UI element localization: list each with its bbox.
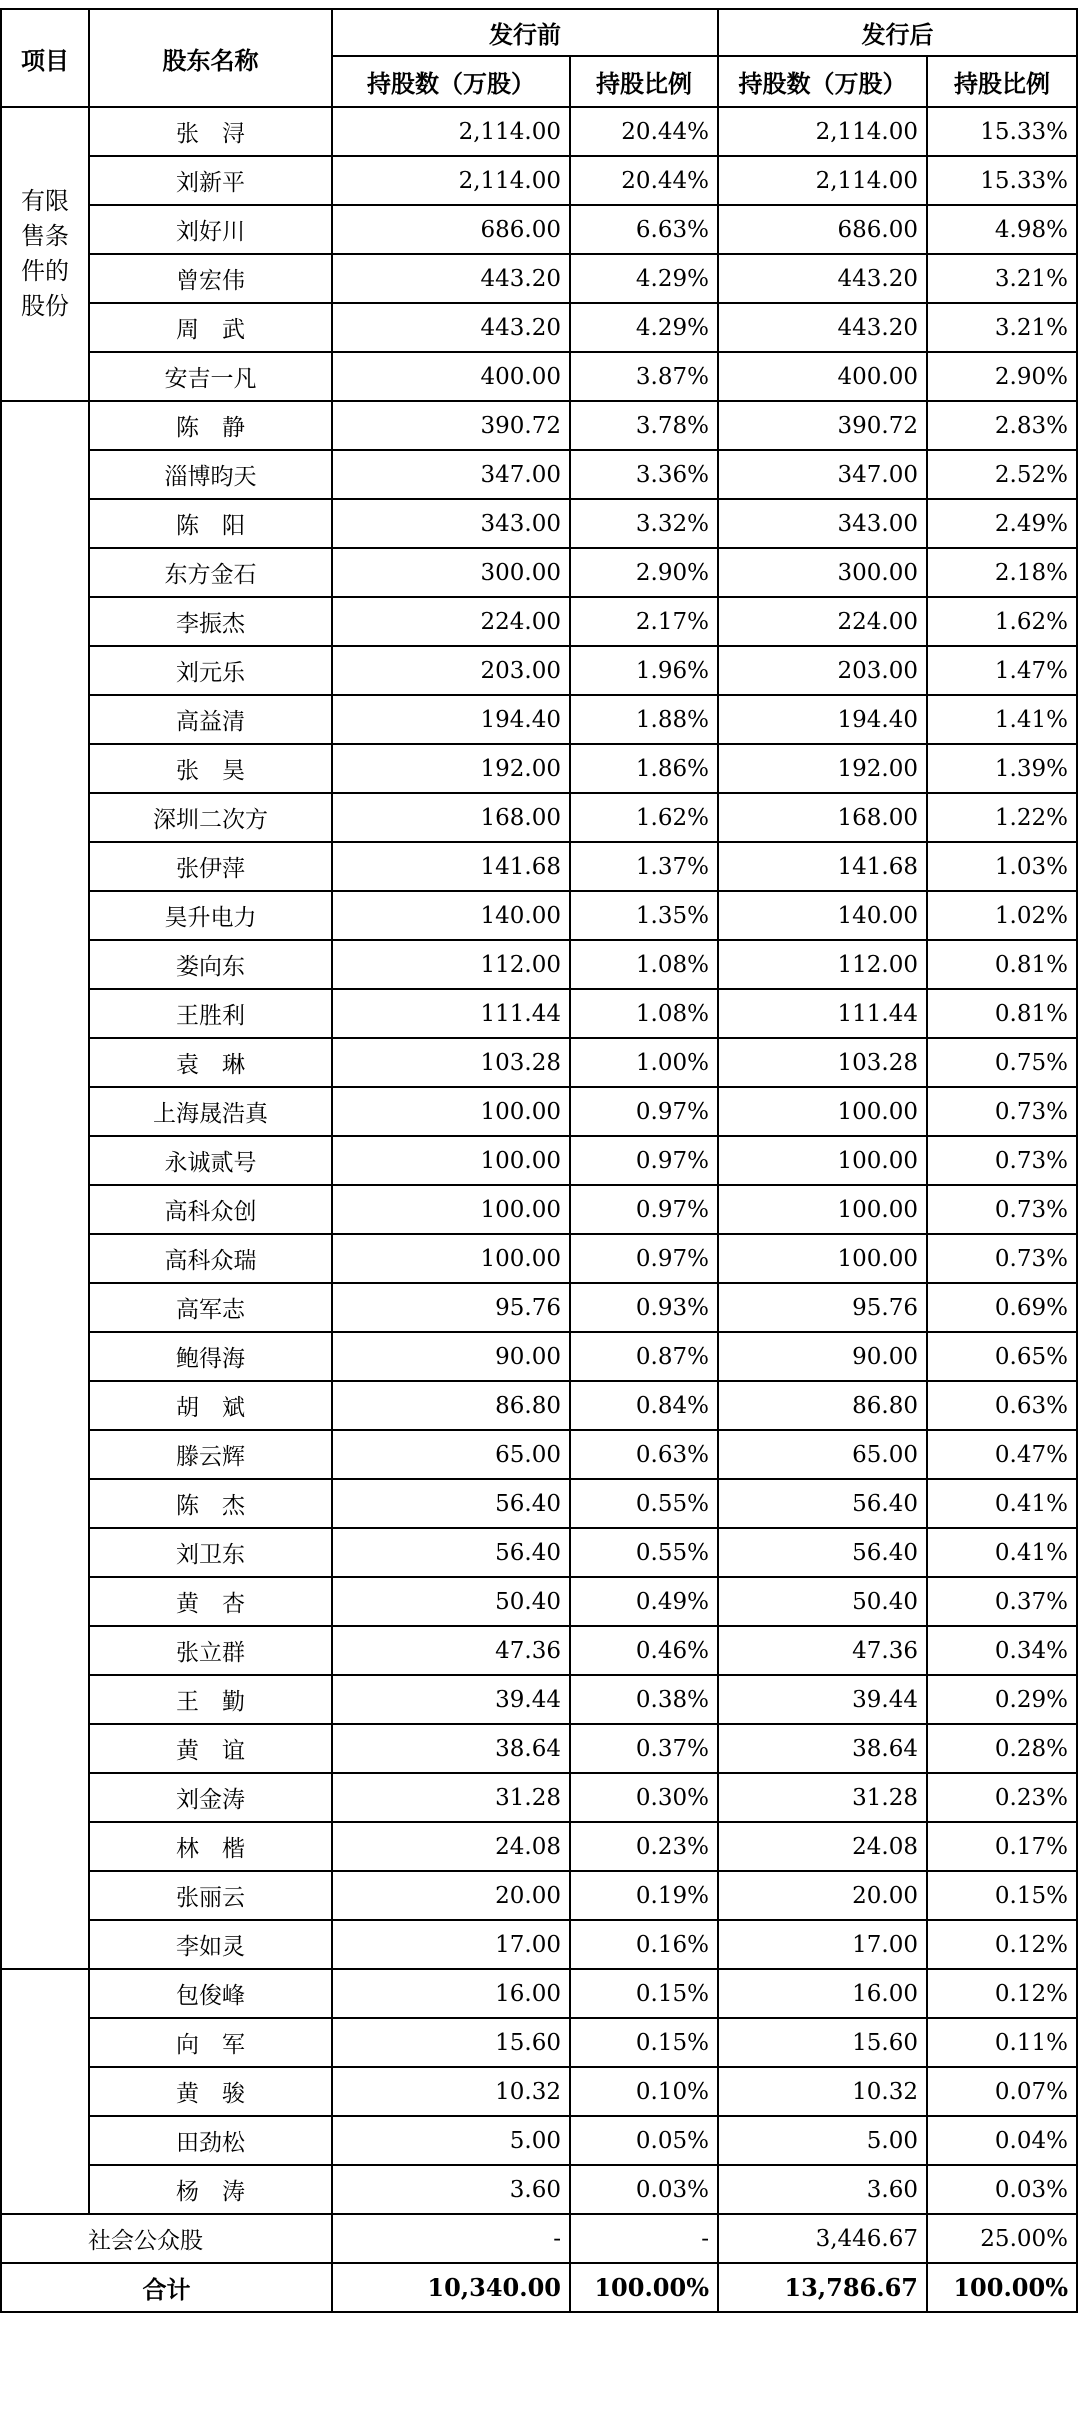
holder-name: 周 武 [89,303,332,352]
shares-before: 400.00 [332,352,570,401]
table-row [1,2165,1077,2214]
ratio-after: 15.33% [927,107,1077,156]
ratio-after: 0.81% [927,940,1077,989]
ratio-before: 1.37% [570,842,718,891]
ratio-after: 0.73% [927,1185,1077,1234]
holder-name: 上海晟浩真 [89,1087,332,1136]
ratio-after: 0.34% [927,1626,1077,1675]
table-row [1,793,1077,842]
shares-after: 443.20 [718,303,927,352]
ratio-after: 1.39% [927,744,1077,793]
holder-name: 鲍得海 [89,1332,332,1381]
shares-before: 686.00 [332,205,570,254]
table-row [1,1724,1077,1773]
shares-after: 192.00 [718,744,927,793]
shares-after: 65.00 [718,1430,927,1479]
table-body [1,9,1077,2312]
holder-name: 安吉一凡 [89,352,332,401]
ratio-after: 1.62% [927,597,1077,646]
ratio-after: 0.03% [927,2165,1077,2214]
ratio-after: 1.22% [927,793,1077,842]
holder-name: 黄 杏 [89,1577,332,1626]
group1-category-cell: 有限售条件的股份 [1,107,89,401]
table-row [1,695,1077,744]
ratio-before: 0.03% [570,2165,718,2214]
ratio-after: 0.04% [927,2116,1077,2165]
ratio-after: 100.00% [927,2263,1077,2312]
ratio-after: 0.28% [927,1724,1077,1773]
ratio-before: 0.38% [570,1675,718,1724]
shares-after: 2,114.00 [718,156,927,205]
shares-before: 24.08 [332,1822,570,1871]
holder-name: 刘新平 [89,156,332,205]
ratio-after: 1.03% [927,842,1077,891]
table-row [1,1773,1077,1822]
shares-after: 400.00 [718,352,927,401]
ratio-after: 2.83% [927,401,1077,450]
ratio-before: 0.84% [570,1381,718,1430]
shares-after: 5.00 [718,2116,927,2165]
holder-name: 田劲松 [89,2116,332,2165]
ratio-before: 3.36% [570,450,718,499]
table-row [1,744,1077,793]
shares-after: 203.00 [718,646,927,695]
holder-name: 袁 琳 [89,1038,332,1087]
table-row [1,1087,1077,1136]
holder-name: 胡 斌 [89,1381,332,1430]
shares-after: 90.00 [718,1332,927,1381]
holder-name: 黄 谊 [89,1724,332,1773]
table-row [1,499,1077,548]
ratio-before: 6.63% [570,205,718,254]
ratio-before: 3.32% [570,499,718,548]
holder-name: 合计 [1,2263,332,2312]
ratio-before: 0.23% [570,1822,718,1871]
shares-after: 100.00 [718,1234,927,1283]
shares-before: 95.76 [332,1283,570,1332]
holder-name: 王 勤 [89,1675,332,1724]
shares-after: 3,446.67 [718,2214,927,2263]
shares-after: 16.00 [718,1969,927,2018]
shares-before: 112.00 [332,940,570,989]
header-item: 项目 [1,9,89,107]
shares-after: 343.00 [718,499,927,548]
table-row [1,2263,1077,2312]
shares-after: 112.00 [718,940,927,989]
ratio-after: 0.07% [927,2067,1077,2116]
table-row [1,2067,1077,2116]
shares-after: 140.00 [718,891,927,940]
ratio-after: 0.29% [927,1675,1077,1724]
ratio-after: 3.21% [927,254,1077,303]
ratio-before: 0.97% [570,1136,718,1185]
ratio-after: 0.65% [927,1332,1077,1381]
ratio-before: 0.97% [570,1234,718,1283]
ratio-after: 0.41% [927,1479,1077,1528]
shares-before: 103.28 [332,1038,570,1087]
holder-name: 东方金石 [89,548,332,597]
ratio-before: 100.00% [570,2263,718,2312]
shares-before: 56.40 [332,1528,570,1577]
shares-after: 39.44 [718,1675,927,1724]
ratio-after: 1.47% [927,646,1077,695]
holder-name: 刘好川 [89,205,332,254]
ratio-after: 1.41% [927,695,1077,744]
table-row [1,303,1077,352]
holder-name: 张伊萍 [89,842,332,891]
holder-name: 淄博昀天 [89,450,332,499]
shares-after: 31.28 [718,1773,927,1822]
ratio-before: 0.30% [570,1773,718,1822]
table-row [1,1185,1077,1234]
table-row [1,1920,1077,1969]
ratio-after: 0.17% [927,1822,1077,1871]
ratio-after: 0.37% [927,1577,1077,1626]
shares-after: 24.08 [718,1822,927,1871]
ratio-after: 15.33% [927,156,1077,205]
ratio-after: 0.15% [927,1871,1077,1920]
ratio-after: 3.21% [927,303,1077,352]
table-row [1,401,1077,450]
ratio-before: 0.37% [570,1724,718,1773]
ratio-after: 2.90% [927,352,1077,401]
ratio-before: 0.15% [570,2018,718,2067]
shares-before: 192.00 [332,744,570,793]
shares-after: 13,786.67 [718,2263,927,2312]
table-row [1,352,1077,401]
shares-before: 443.20 [332,303,570,352]
shares-after: 347.00 [718,450,927,499]
ratio-after: 2.49% [927,499,1077,548]
shares-after: 20.00 [718,1871,927,1920]
shares-before: 2,114.00 [332,107,570,156]
holder-name: 张立群 [89,1626,332,1675]
shares-before: 140.00 [332,891,570,940]
ratio-before: 1.08% [570,989,718,1038]
shares-before: 47.36 [332,1626,570,1675]
shares-after: 100.00 [718,1136,927,1185]
ratio-after: 0.73% [927,1087,1077,1136]
shares-after: 224.00 [718,597,927,646]
shares-after: 168.00 [718,793,927,842]
ratio-after: 0.41% [927,1528,1077,1577]
shares-after: 3.60 [718,2165,927,2214]
shares-before: 3.60 [332,2165,570,2214]
shareholding-table [0,8,1078,2313]
ratio-before: 1.62% [570,793,718,842]
ratio-before: 3.87% [570,352,718,401]
table-row [1,107,1077,156]
header-before: 发行前 [332,9,718,56]
ratio-after: 2.18% [927,548,1077,597]
shares-before: 15.60 [332,2018,570,2067]
ratio-after: 0.81% [927,989,1077,1038]
shares-after: 194.40 [718,695,927,744]
holder-name: 杨 涛 [89,2165,332,2214]
shareholding-table-container [0,8,1078,2313]
header-holder-name: 股东名称 [89,9,332,107]
table-row [1,548,1077,597]
ratio-before: 2.90% [570,548,718,597]
holder-name: 张 昊 [89,744,332,793]
shares-before: 86.80 [332,1381,570,1430]
ratio-before: - [570,2214,718,2263]
ratio-after: 0.12% [927,1920,1077,1969]
table-row [1,450,1077,499]
holder-name: 向 军 [89,2018,332,2067]
shares-after: 443.20 [718,254,927,303]
group3-category-cell [1,1969,89,2214]
shares-after: 111.44 [718,989,927,1038]
holder-name: 娄向东 [89,940,332,989]
holder-name: 曾宏伟 [89,254,332,303]
ratio-after: 0.12% [927,1969,1077,2018]
ratio-after: 25.00% [927,2214,1077,2263]
table-row [1,842,1077,891]
ratio-before: 4.29% [570,303,718,352]
table-row [1,1381,1077,1430]
shares-before: 203.00 [332,646,570,695]
table-row [1,2018,1077,2067]
table-row [1,1038,1077,1087]
shares-after: 103.28 [718,1038,927,1087]
table-row [1,1430,1077,1479]
ratio-before: 1.86% [570,744,718,793]
ratio-before: 20.44% [570,156,718,205]
holder-name: 滕云辉 [89,1430,332,1479]
shares-before: 141.68 [332,842,570,891]
table-row [1,1626,1077,1675]
shares-before: 194.40 [332,695,570,744]
table-row [1,1675,1077,1724]
holder-name: 深圳二次方 [89,793,332,842]
header-ratio-before: 持股比例 [570,56,718,107]
shares-after: 17.00 [718,1920,927,1969]
table-row [1,891,1077,940]
ratio-after: 0.47% [927,1430,1077,1479]
ratio-after: 4.98% [927,205,1077,254]
shares-after: 50.40 [718,1577,927,1626]
ratio-before: 1.00% [570,1038,718,1087]
ratio-after: 0.69% [927,1283,1077,1332]
shares-after: 100.00 [718,1087,927,1136]
table-row [1,940,1077,989]
holder-name: 高科众瑞 [89,1234,332,1283]
holder-name: 张 浔 [89,107,332,156]
holder-name: 包俊峰 [89,1969,332,2018]
ratio-before: 0.55% [570,1479,718,1528]
shares-before: 65.00 [332,1430,570,1479]
ratio-before: 4.29% [570,254,718,303]
header-ratio-after: 持股比例 [927,56,1077,107]
header-shares-before: 持股数（万股） [332,56,570,107]
table-row [1,205,1077,254]
table-row [1,1528,1077,1577]
table-row [1,1577,1077,1626]
ratio-after: 0.73% [927,1234,1077,1283]
holder-name: 高军志 [89,1283,332,1332]
shares-after: 95.76 [718,1283,927,1332]
shares-before: 168.00 [332,793,570,842]
shares-before: 39.44 [332,1675,570,1724]
holder-name: 林 楷 [89,1822,332,1871]
shares-after: 2,114.00 [718,107,927,156]
table-row [1,1969,1077,2018]
ratio-before: 0.97% [570,1087,718,1136]
ratio-before: 20.44% [570,107,718,156]
ratio-before: 3.78% [570,401,718,450]
table-row [1,254,1077,303]
shares-before: 10,340.00 [332,2263,570,2312]
ratio-after: 1.02% [927,891,1077,940]
ratio-before: 0.97% [570,1185,718,1234]
shares-before: 5.00 [332,2116,570,2165]
table-row [1,2116,1077,2165]
shares-before: 224.00 [332,597,570,646]
ratio-before: 0.05% [570,2116,718,2165]
ratio-before: 1.88% [570,695,718,744]
shares-after: 141.68 [718,842,927,891]
shares-before: 100.00 [332,1087,570,1136]
shares-before: 20.00 [332,1871,570,1920]
holder-name: 高科众创 [89,1185,332,1234]
ratio-before: 0.16% [570,1920,718,1969]
shares-after: 15.60 [718,2018,927,2067]
holder-name: 陈 杰 [89,1479,332,1528]
table-row [1,1283,1077,1332]
table-row [1,1871,1077,1920]
ratio-before: 1.35% [570,891,718,940]
ratio-before: 0.55% [570,1528,718,1577]
holder-name: 高益清 [89,695,332,744]
ratio-after: 0.11% [927,2018,1077,2067]
table-row [1,156,1077,205]
holder-name: 陈 静 [89,401,332,450]
shares-before: 347.00 [332,450,570,499]
ratio-after: 0.63% [927,1381,1077,1430]
ratio-before: 1.96% [570,646,718,695]
shares-after: 686.00 [718,205,927,254]
shares-before: 100.00 [332,1185,570,1234]
holder-name: 黄 骏 [89,2067,332,2116]
shares-before: 100.00 [332,1234,570,1283]
shares-after: 38.64 [718,1724,927,1773]
ratio-after: 0.75% [927,1038,1077,1087]
shares-before: 90.00 [332,1332,570,1381]
table-row [1,1332,1077,1381]
table-row [1,597,1077,646]
shares-before: 38.64 [332,1724,570,1773]
shares-after: 47.36 [718,1626,927,1675]
table-row [1,2214,1077,2263]
shares-before: 300.00 [332,548,570,597]
shares-after: 100.00 [718,1185,927,1234]
header-shares-after: 持股数（万股） [718,56,927,107]
shares-before: 50.40 [332,1577,570,1626]
ratio-before: 1.08% [570,940,718,989]
table-row [1,989,1077,1038]
table-row [1,1822,1077,1871]
header-row-1 [1,9,1077,56]
shares-after: 86.80 [718,1381,927,1430]
shares-before: 17.00 [332,1920,570,1969]
holder-name: 陈 阳 [89,499,332,548]
ratio-after: 0.23% [927,1773,1077,1822]
shares-before: 443.20 [332,254,570,303]
table-row [1,1479,1077,1528]
shares-after: 10.32 [718,2067,927,2116]
shares-after: 56.40 [718,1528,927,1577]
shares-before: 343.00 [332,499,570,548]
table-row [1,1234,1077,1283]
shares-before: 31.28 [332,1773,570,1822]
holder-name: 刘金涛 [89,1773,332,1822]
ratio-before: 0.49% [570,1577,718,1626]
holder-name: 刘元乐 [89,646,332,695]
ratio-after: 2.52% [927,450,1077,499]
holder-name: 张丽云 [89,1871,332,1920]
shares-before: - [332,2214,570,2263]
ratio-before: 0.10% [570,2067,718,2116]
shares-before: 111.44 [332,989,570,1038]
shares-before: 100.00 [332,1136,570,1185]
ratio-after: 0.73% [927,1136,1077,1185]
ratio-before: 0.46% [570,1626,718,1675]
holder-name: 李振杰 [89,597,332,646]
holder-name: 社会公众股 [1,2214,332,2263]
shares-before: 2,114.00 [332,156,570,205]
group2-category-cell [1,401,89,1969]
ratio-before: 0.63% [570,1430,718,1479]
holder-name: 昊升电力 [89,891,332,940]
shares-before: 56.40 [332,1479,570,1528]
header-after: 发行后 [718,9,1077,56]
table-row [1,646,1077,695]
ratio-before: 0.87% [570,1332,718,1381]
shares-before: 390.72 [332,401,570,450]
ratio-before: 0.15% [570,1969,718,2018]
holder-name: 王胜利 [89,989,332,1038]
shares-before: 10.32 [332,2067,570,2116]
shares-after: 56.40 [718,1479,927,1528]
holder-name: 李如灵 [89,1920,332,1969]
ratio-before: 0.93% [570,1283,718,1332]
shares-after: 300.00 [718,548,927,597]
ratio-before: 0.19% [570,1871,718,1920]
ratio-before: 2.17% [570,597,718,646]
holder-name: 永诚贰号 [89,1136,332,1185]
table-row [1,1136,1077,1185]
holder-name: 刘卫东 [89,1528,332,1577]
shares-after: 390.72 [718,401,927,450]
shares-before: 16.00 [332,1969,570,2018]
